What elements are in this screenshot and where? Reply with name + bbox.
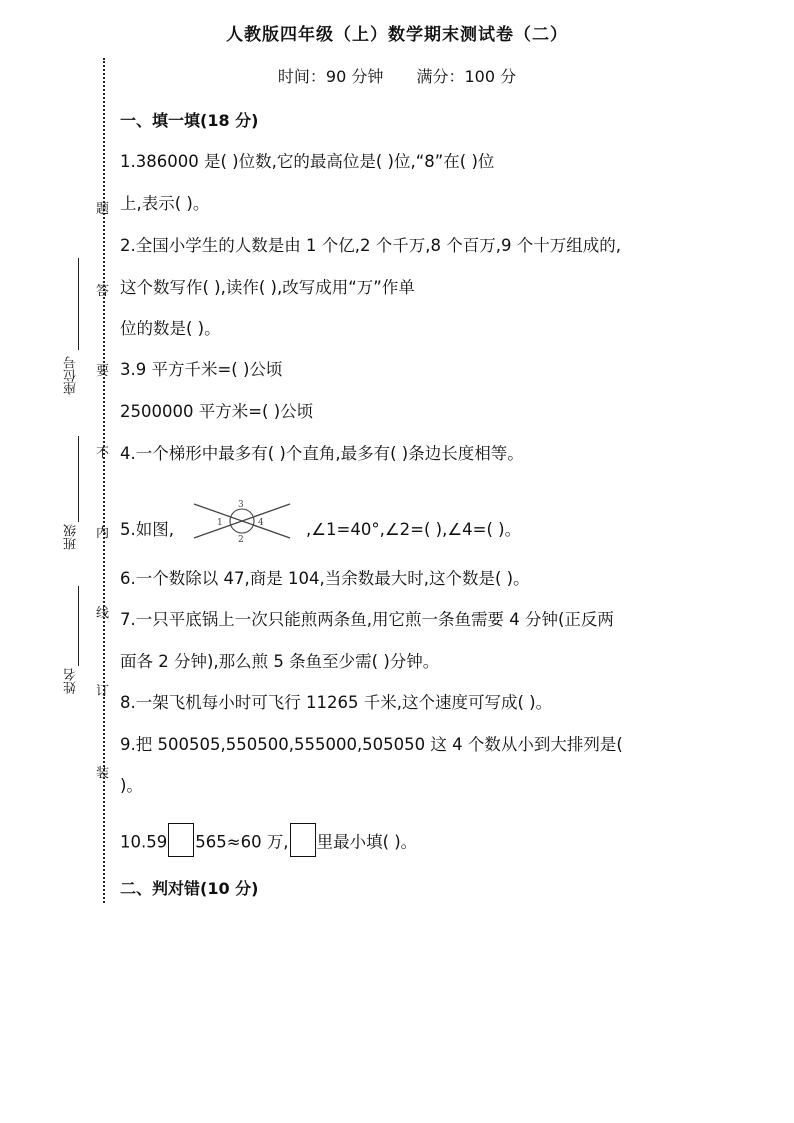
question-10	[120, 826, 417, 860]
question-6: 6.一个数除以 47,商是 104,当余数最大时,这个数是( )。	[120, 569, 530, 588]
angle-1-label: 1	[217, 518, 223, 528]
question-3-line-1: 3.9 平方千米=( )公顷	[120, 360, 283, 379]
question-1-line-2: 上,表示( )。	[120, 194, 210, 213]
question-7-line-1: 7.一只平底锅上一次只能煎两条鱼,用它煎一条鱼需要 4 分钟(正反两	[120, 610, 614, 629]
section-heading-fill: 一、填一填(18 分)	[120, 111, 259, 130]
seal-char: 装	[96, 766, 110, 781]
question-10-part-a: 10.59	[120, 832, 168, 852]
question-8: 8.一架飞机每小时可飞行 11265 千米,这个速度可写成( )。	[120, 693, 553, 712]
seal-char: 内	[96, 526, 110, 541]
question-10-part-b: 565≈60 万,	[195, 832, 289, 852]
seal-char: 订	[96, 684, 110, 699]
name-blank[interactable]	[78, 586, 79, 666]
question-9-line-1: 9.把 500505,550500,555000,505050 这 4 个数从小到大排列是(	[120, 735, 623, 754]
seat-number-label: 座位号	[64, 356, 79, 395]
seal-char: 题	[96, 202, 110, 217]
question-3-line-2: 2500000 平方米=( )公顷	[120, 402, 314, 421]
question-2-line-1: 2.全国小学生的人数是由 1 个亿,2 个千万,8 个百万,9 个十万组成的,	[120, 236, 621, 255]
seat-number-blank[interactable]	[78, 258, 79, 350]
time-limit: 时间：90 分钟	[277, 67, 384, 86]
name-label: 姓名	[64, 668, 79, 694]
answer-box[interactable]	[168, 823, 194, 857]
seal-char: 不	[96, 446, 110, 461]
angle-3-label: 3	[238, 500, 244, 510]
class-label: 班级	[64, 524, 79, 550]
question-2-line-3: 位的数是( )。	[120, 319, 221, 338]
full-score: 满分：100 分	[416, 67, 517, 86]
question-7-line-2: 面各 2 分钟),那么煎 5 条鱼至少需( )分钟。	[120, 652, 440, 671]
question-5-prefix: 5.如图,	[120, 520, 174, 539]
exam-title: 人教版四年级（上）数学期末测试卷（二）	[226, 25, 568, 45]
question-2-line-2: 这个数写作( ),读作( ),改写成用“万”作单	[120, 278, 415, 297]
question-1-line-1: 1.386000 是( )位数,它的最高位是( )位,“8”在( )位	[120, 152, 495, 171]
seal-char: 线	[96, 606, 110, 621]
question-10-part-c: 里最小填( )。	[316, 832, 418, 852]
question-5-suffix: ,∠1=40°,∠2=( ),∠4=( )。	[306, 520, 522, 539]
class-blank[interactable]	[78, 436, 79, 522]
question-9-line-2: )。	[120, 776, 143, 795]
angle-2-label: 2	[238, 535, 244, 544]
angle-4-label: 4	[258, 518, 264, 528]
section-heading-true-false: 二、判对错(10 分)	[120, 879, 259, 898]
question-4: 4.一个梯形中最多有( )个直角,最多有( )条边长度相等。	[120, 444, 524, 463]
seal-char: 答	[96, 284, 110, 299]
exam-subtitle	[0, 64, 794, 87]
seal-char: 要	[96, 364, 110, 379]
answer-box[interactable]	[290, 823, 316, 857]
intersecting-lines-figure	[190, 498, 294, 544]
